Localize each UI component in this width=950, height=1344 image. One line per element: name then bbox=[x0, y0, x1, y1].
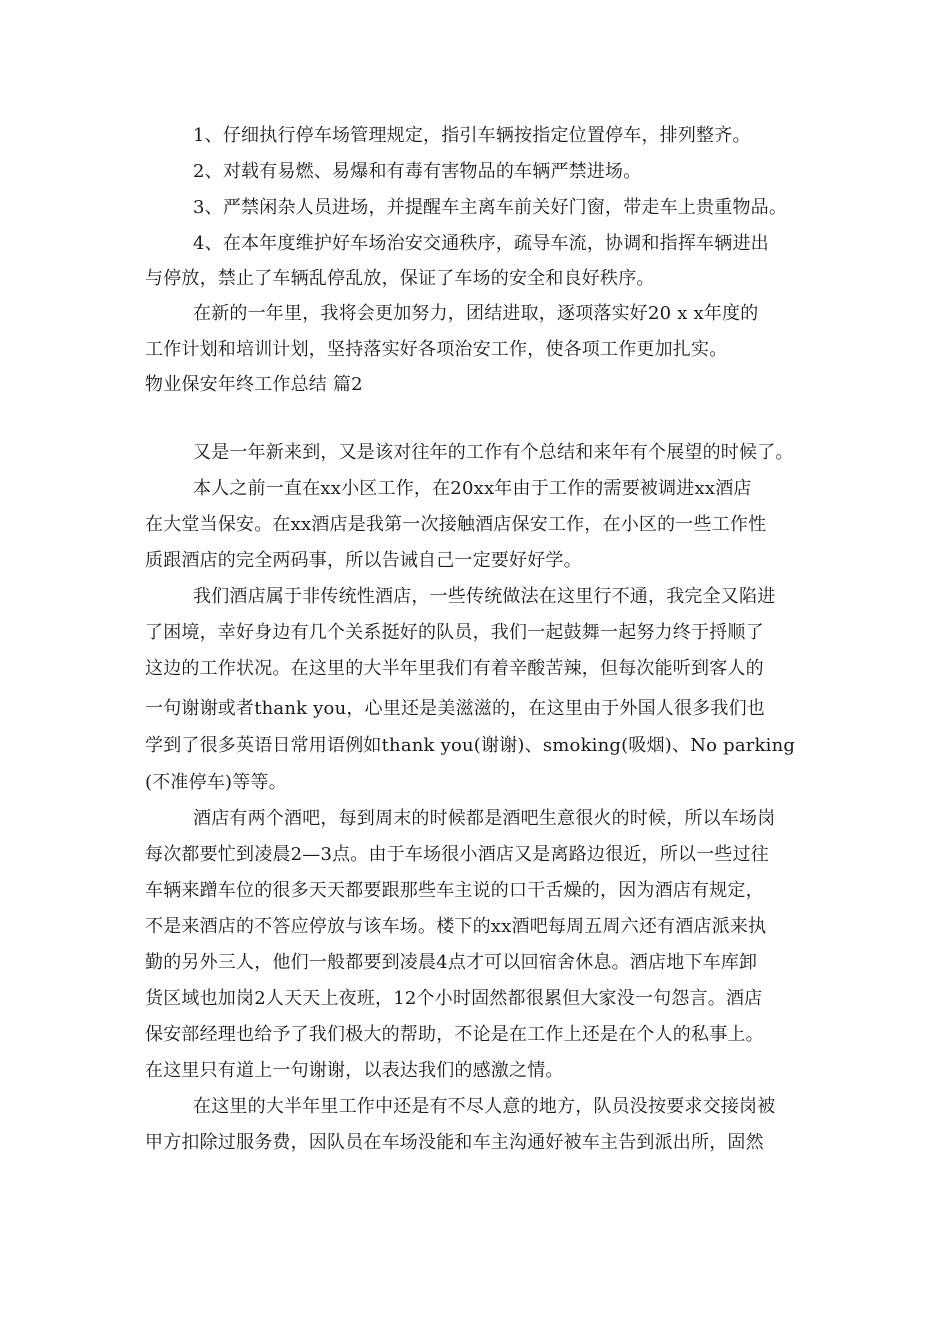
text-line: 工作计划和培训计划，坚持落实好各项治安工作，使各项工作更加扎实。 bbox=[145, 339, 728, 360]
text-line: 每次都要忙到凌晨2—3点。由于车场很小酒店又是离路边很近，所以一些过往 bbox=[145, 844, 769, 865]
text-line: 这边的工作状况。在这里的大半年里我们有着辛酸苦辣，但每次能听到客人的 bbox=[145, 658, 764, 679]
text-line: 质跟酒店的完全两码事，所以告诫自己一定要好好学。 bbox=[145, 550, 582, 571]
text-line: 车辆来蹭车位的很多天天都要跟那些车主说的口干舌燥的，因为酒店有规定， bbox=[145, 880, 764, 901]
text-line: 又是一年新来到，又是该对往年的工作有个总结和来年有个展望的时候了。 bbox=[193, 442, 794, 463]
text-line: (不准停车)等等。 bbox=[145, 772, 287, 793]
text-line: 4、在本年度维护好车场治安交通秩序，疏导车流，协调和指挥车辆进出 bbox=[193, 233, 769, 254]
text-line: 了困境，幸好身边有几个关系挺好的队员，我们一起鼓舞一起努力终于捋顺了 bbox=[145, 622, 764, 643]
text-line: 本人之前一直在xx小区工作，在20xx年由于工作的需要被调进xx酒店 bbox=[193, 478, 752, 499]
text-line: 1、仔细执行停车场管理规定，指引车辆按指定位置停车，排列整齐。 bbox=[193, 125, 751, 146]
text-line: 与停放，禁止了车辆乱停乱放，保证了车场的安全和良好秩序。 bbox=[145, 268, 655, 289]
text-line: 在这里的大半年里工作中还是有不尽人意的地方，队员没按要求交接岗被 bbox=[193, 1096, 776, 1117]
text-line: 保安部经理也给予了我们极大的帮助，不论是在工作上还是在个人的私事上。 bbox=[145, 1024, 764, 1045]
text-line: 在大堂当保安。在xx酒店是我第一次接触酒店保安工作，在小区的一些工作性 bbox=[145, 514, 767, 535]
text-line: 货区域也加岗2人天天上夜班，12个小时固然都很累但大家没一句怨言。酒店 bbox=[145, 988, 763, 1009]
text-line: 2、对载有易燃、易爆和有毒有害物品的车辆严禁进场。 bbox=[193, 161, 642, 182]
text-line: 勤的另外三人，他们一般都要到凌晨4点才可以回宿舍休息。酒店地下车库卸 bbox=[145, 952, 758, 973]
text-line: 甲方扣除过服务费，因队员在车场没能和车主沟通好被车主告到派出所，固然 bbox=[145, 1132, 764, 1153]
text-line: 学到了很多英语日常用语例如thank you(谢谢)、smoking(吸烟)、No parking bbox=[145, 735, 796, 756]
text-line: 一句谢谢或者thank you，心里还是美滋滋的，在这里由于外国人很多我们也 bbox=[145, 698, 765, 719]
text-line: 酒店有两个酒吧，每到周末的时候都是酒吧生意很火的时候，所以车场岗 bbox=[193, 808, 776, 829]
text-line: 在新的一年里，我将会更加努力，团结进取，逐项落实好20 x x年度的 bbox=[193, 303, 759, 324]
text-line: 在这里只有道上一句谢谢，以表达我们的感激之情。 bbox=[145, 1060, 564, 1081]
text-line: 3、严禁闲杂人员进场，并提醒车主离车前关好门窗，带走车上贵重物品。 bbox=[193, 197, 788, 218]
section-heading: 物业保安年终工作总结 篇2 bbox=[145, 374, 363, 395]
text-line: 不是来酒店的不答应停放与该车场。楼下的xx酒吧每周五周六还有酒店派来执 bbox=[145, 916, 767, 937]
text-line: 我们酒店属于非传统性酒店，一些传统做法在这里行不通，我完全又陷进 bbox=[193, 586, 776, 607]
